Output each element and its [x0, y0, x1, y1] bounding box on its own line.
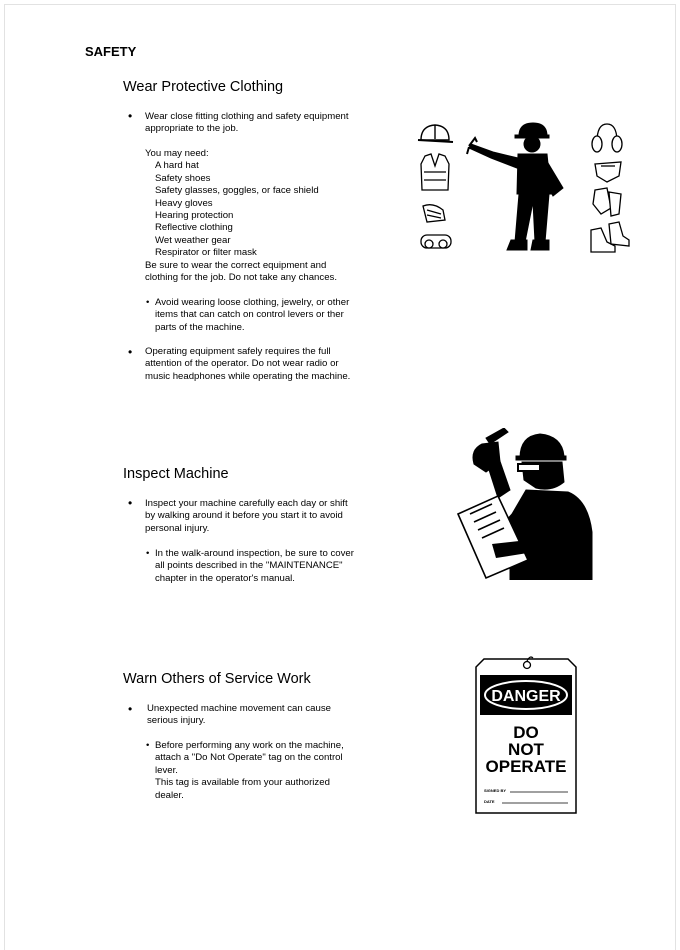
list-item: Wet weather gear — [155, 234, 231, 246]
do-not-operate-tag — [474, 653, 580, 819]
section-title-protective-clothing: Wear Protective Clothing — [123, 79, 284, 95]
safety-shoes-icon — [591, 222, 629, 252]
bullet: • — [146, 740, 150, 751]
section-title-warn-others: Warn Others of Service Work — [123, 671, 311, 687]
list-item: A hard hat — [155, 160, 199, 172]
section-title-inspect-machine: Inspect Machine — [123, 466, 229, 482]
ear-muffs-icon — [592, 124, 622, 152]
protective-equipment-illustration — [415, 118, 635, 260]
warn-bullet-1: Unexpected machine movement can cause serious injury. — [147, 703, 331, 727]
bullet: • — [146, 548, 150, 559]
inspect-bullet-1: Inspect your machine carefully each day or shift by walking around it before you start it to avoid personal injury. — [145, 498, 348, 534]
bullet: • — [128, 702, 133, 716]
list-item: Hearing protection — [155, 210, 234, 222]
correct-note: Be sure to wear the correct equipment and — [145, 259, 327, 271]
protective-bullet-1: Wear close fitting clothing and safety equipment appropriate to the job. — [145, 111, 349, 135]
bullet: • — [146, 297, 150, 308]
list-item: Safety glasses, goggles, or face shield — [155, 185, 319, 197]
glove-icon — [423, 205, 445, 222]
list-item: Reflective clothing — [155, 222, 233, 234]
need-label: You may need: — [145, 148, 209, 159]
bullet: • — [128, 496, 133, 510]
list-item: Respirator or filter mask — [155, 247, 257, 259]
tag-do-text: DO — [513, 723, 539, 742]
inspector-illustration — [452, 428, 598, 580]
warn-sub-bullet: Before performing any work on the machine, attach a "Do Not Operate" tag on the control lever. This tag is available from your authorized dealer. — [155, 740, 344, 801]
reflective-vest-icon — [421, 154, 449, 190]
tag-operate-text: OPERATE — [485, 757, 567, 776]
tag-signed-label: SIGNED BY — [484, 788, 507, 793]
worker-figure — [467, 123, 563, 250]
list-item: Safety shoes — [155, 172, 211, 184]
list-item: Heavy gloves — [155, 197, 213, 209]
hard-hat-icon — [418, 125, 453, 142]
bullet: • — [128, 345, 133, 359]
tag-danger-text: DANGER — [491, 688, 561, 705]
goggles-icon — [421, 235, 451, 248]
need-list: You may need: A hard hat Safety shoes Safety glasses, goggles, or face shield Heavy gloves Hearing protection Reflective clothing Wet weather gear Respirator or filter mask Be sure to wear the correct equipment and clothing for the job. Do not take any chances. — [145, 148, 337, 284]
protective-bullet-2: Operating equipment safely requires the full attention of the operator. Do not wear radio or music headphones while operating the machine. — [145, 346, 351, 382]
protective-sub-bullet: Avoid wearing loose clothing, jewelry, or other items that can catch on control levers or ther parts of the machine. — [155, 297, 350, 333]
page-heading: SAFETY — [85, 44, 137, 59]
inspect-sub-bullet: In the walk-around inspection, be sure to cover all points described in the "MAINTENANCE" chapter in the operator's manual. — [155, 548, 354, 584]
tag-not-text: NOT — [508, 740, 544, 759]
tag-date-label: DATE — [484, 799, 495, 804]
heavy-gloves-icon — [593, 188, 621, 216]
respirator-icon — [595, 162, 621, 182]
bullet: • — [128, 109, 133, 123]
ppe-list — [145, 160, 337, 259]
